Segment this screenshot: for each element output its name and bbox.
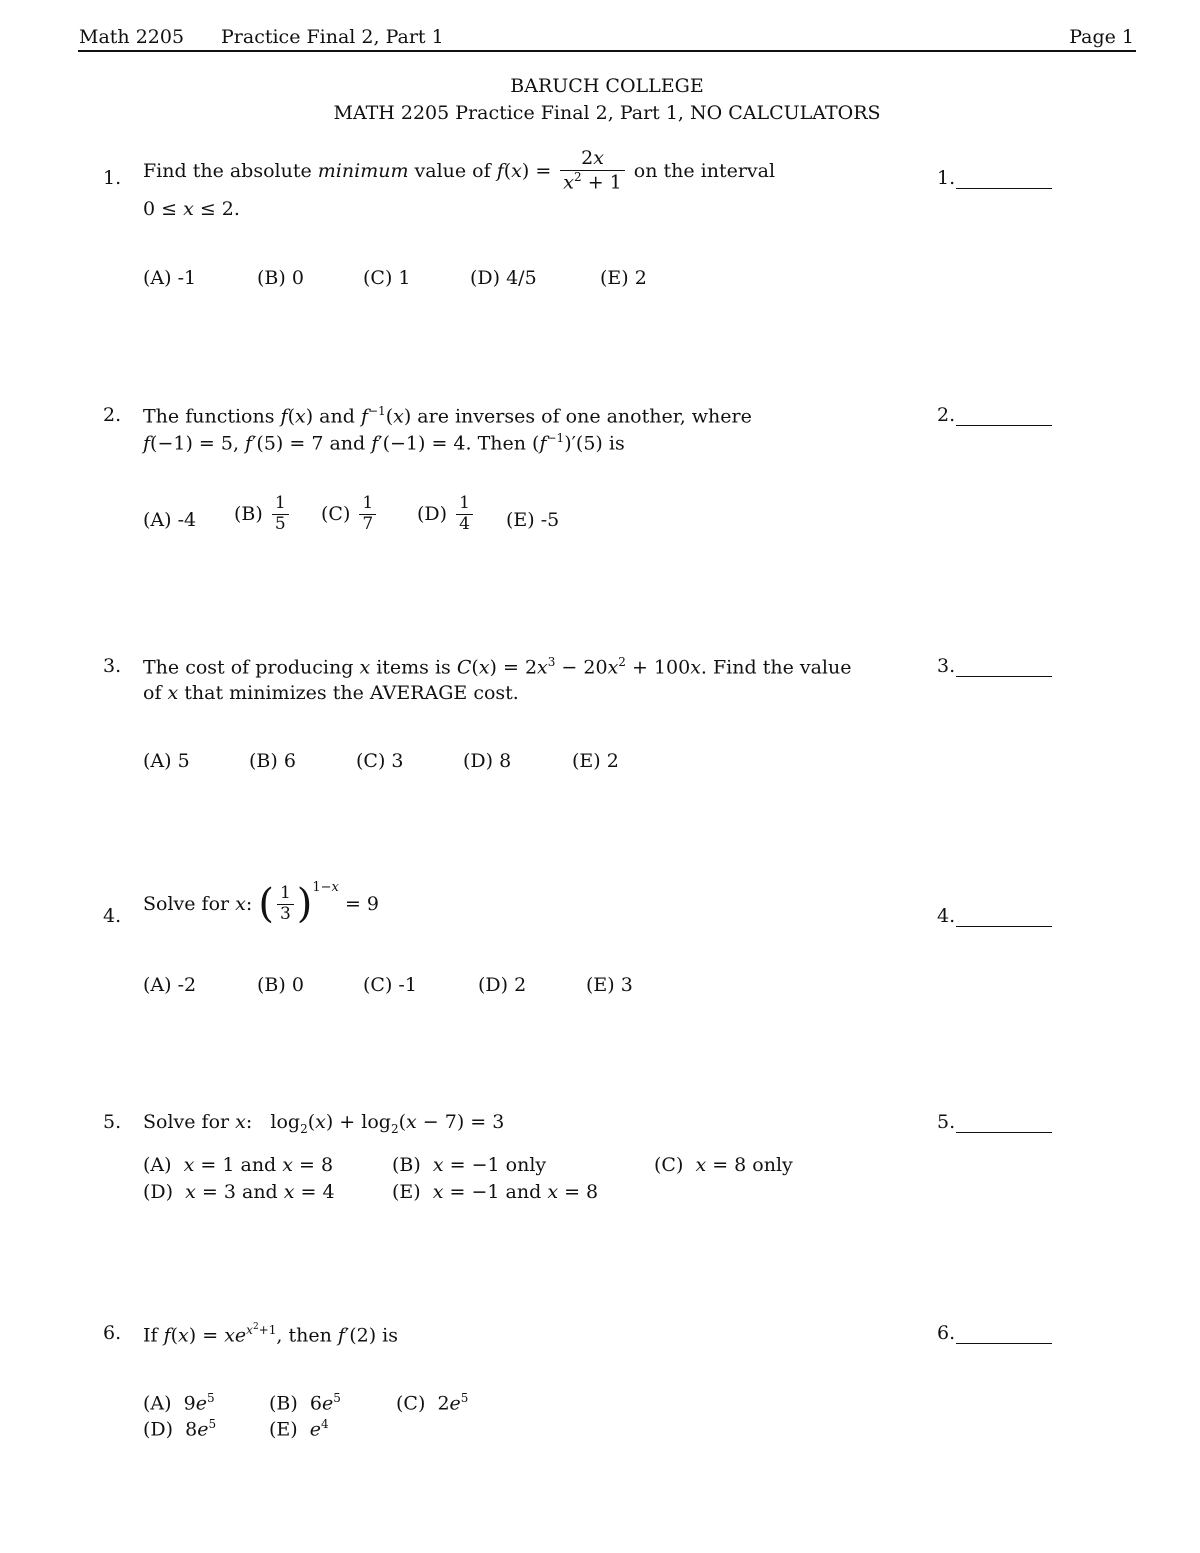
header-rule: [78, 50, 1136, 52]
choice-e: (E) -5: [506, 509, 560, 531]
exam-subtitle: MATH 2205 Practice Final 2, Part 1, NO CALCULATORS: [333, 102, 881, 124]
choice-c: (C) 1: [363, 267, 411, 289]
choice-a: (A) $9e^5$: [143, 1391, 215, 1415]
header-exam-title: Practice Final 2, Part 1: [221, 26, 444, 48]
choice-a: (A) 5: [143, 750, 190, 772]
choice-a: (A) -2: [143, 974, 197, 996]
answer-blank[interactable]: 6.: [937, 1322, 1052, 1344]
choice-b: (B) 0: [257, 974, 304, 996]
choice-d: (D) 2: [478, 974, 527, 996]
question-number: 4.: [103, 905, 122, 927]
choice-b: (B) x = −1 only: [392, 1154, 547, 1176]
choice-d: (D) $8e^5$: [143, 1417, 217, 1441]
college-title: BARUCH COLLEGE: [510, 75, 704, 97]
choice-e: (E) 3: [586, 974, 633, 996]
question-prompt-line2: 0 ≤ x ≤ 2.: [143, 198, 240, 220]
question-prompt: If $f(x) = xe^{x^2+1}$, then f′(2) is: [143, 1322, 399, 1347]
choice-e: (E) $e^4$: [269, 1417, 329, 1441]
choice-a: (A) -4: [143, 509, 197, 531]
answer-blank[interactable]: 4.: [937, 905, 1052, 927]
choice-b: (B) 6: [249, 750, 296, 772]
choice-d: (D) 4/5: [470, 267, 537, 289]
answer-blank[interactable]: 3.: [937, 655, 1052, 677]
answer-blank[interactable]: 1.: [937, 167, 1052, 189]
question-number: 3.: [103, 655, 122, 677]
choice-c: (C) $\frac{1}{7}$: [321, 494, 379, 534]
choice-e: (E) x = −1 and x = 8: [392, 1181, 599, 1203]
choice-b: (B) $\frac{1}{5}$: [234, 494, 292, 534]
question-number: 1.: [103, 167, 122, 189]
choice-e: (E) 2: [600, 267, 647, 289]
choice-b: (B) $6e^5$: [269, 1391, 341, 1415]
answer-blank[interactable]: 5.: [937, 1111, 1052, 1133]
choice-b: (B) 0: [257, 267, 304, 289]
answer-blank[interactable]: 2.: [937, 404, 1052, 426]
choice-d: (D) 8: [463, 750, 512, 772]
header-page-number: Page 1: [1069, 26, 1134, 48]
question-prompt: The functions f(x) and $f^{-1}(x)$ are inverses of one another, where: [143, 404, 752, 428]
choice-a: (A) x = 1 and x = 8: [143, 1154, 334, 1176]
question-number: 5.: [103, 1111, 122, 1133]
question-number: 2.: [103, 404, 122, 426]
choice-d: (D) $\frac{1}{4}$: [417, 494, 476, 534]
choice-e: (E) 2: [572, 750, 619, 772]
question-prompt-line2: of x that minimizes the AVERAGE cost.: [143, 682, 519, 704]
choice-c: (C) x = 8 only: [654, 1154, 793, 1176]
question-prompt: Solve for x: ( $\frac{1}{3}$ )$^{1-x}$ = 9: [143, 880, 379, 928]
question-prompt: The cost of producing x items is $C(x) = 2x^3 - 20x^2 + 100x$. Find the value: [143, 655, 852, 679]
choice-d: (D) x = 3 and x = 4: [143, 1181, 335, 1203]
choice-c: (C) $2e^5$: [396, 1391, 469, 1415]
question-number: 6.: [103, 1322, 122, 1344]
question-prompt: Solve for x: $\log_2(x) + \log_2(x - 7) = 3$: [143, 1111, 505, 1136]
choice-c: (C) 3: [356, 750, 404, 772]
question-prompt-line2: f(−1) = 5, f′(5) = 7 and f′(−1) = 4. Then $(f^{-1})'(5)$ is: [143, 431, 625, 455]
choice-a: (A) -1: [143, 267, 197, 289]
header-course: Math 2205: [79, 26, 185, 48]
choice-c: (C) -1: [363, 974, 417, 996]
question-prompt: Find the absolute minimum value of f(x) = $\frac{2x}{x^2 + 1}$ on the interval: [143, 147, 776, 194]
